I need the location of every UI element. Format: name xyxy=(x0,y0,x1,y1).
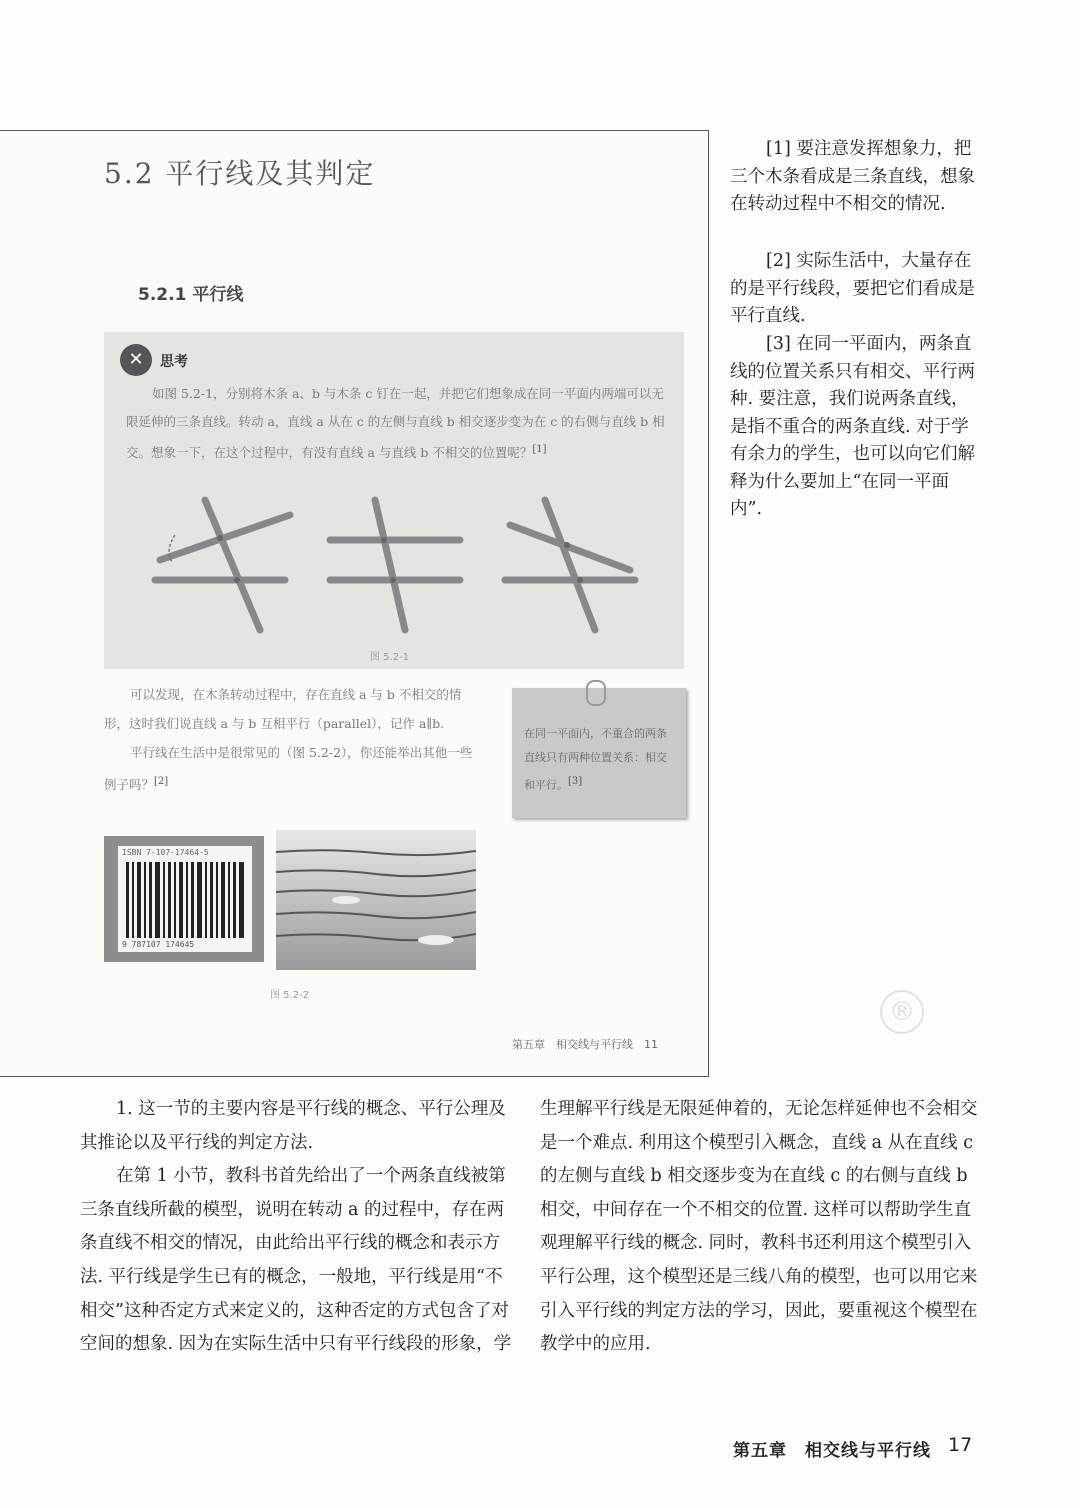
fig1-caption: 图 5.2-1 xyxy=(370,652,410,663)
fig1-nail-1 xyxy=(217,535,223,541)
fig1-stick-c3 xyxy=(545,500,595,630)
textbook-body-p1: 可以发现，在木条转动过程中，存在直线 a 与 b 不相交的情形，这时我们说直线 a 与 b 互相平行（parallel），记作 a∥b. xyxy=(104,687,462,731)
think-label: 思考 xyxy=(160,354,188,370)
textbook-body xyxy=(104,680,484,799)
fig1-stick-c1 xyxy=(205,500,260,630)
textbook-body-p2: 平行线在生活中是很常见的（图 5.2-2），你还能举出其他一些例子吗？ xyxy=(104,745,473,793)
section-title: 5.2 平行线及其判定 xyxy=(104,157,376,190)
commentary-right-p1: 生理解平行线是无限延伸着的，无论怎样延伸也不会相交是一个难点. 利用这个模型引入概念，直线 a 从在直线 c 的左侧与直线 b 相交逐步变为在直线 c 的右侧与直线 b 相交，中间存在一个不相交的位置. 这样可以帮助学生直观理解平行线的概念. 同时，教科书还利用这个模型引入平行公理，这个模型还是三线八角的模型，也可以用它来引入平行线的判定方法的学习，因此，要重视这个模型在教学中的应用. xyxy=(540,1099,978,1355)
fig1-nail-5 xyxy=(564,542,570,548)
registered-watermark-icon: ® xyxy=(880,990,924,1034)
photo-water-waves xyxy=(276,830,476,970)
fig1-nail-4 xyxy=(390,577,396,583)
page-number: 17 xyxy=(948,1434,973,1456)
barcode-number: 9 787107 174645 xyxy=(122,940,195,949)
barcode-bars xyxy=(124,862,248,938)
subsection-title: 5.2.1 平行线 xyxy=(138,285,244,305)
margin-note-1: [1] 要注意发挥想象力，把三个木条看成是三条直线，想象在转动过程中不相交的情况. xyxy=(730,139,975,214)
figure-5-2-1 xyxy=(140,490,660,640)
commentary-left-p1: 1. 这一节的主要内容是平行线的概念、平行公理及其推论以及平行线的判定方法. xyxy=(80,1099,506,1153)
commentary-left xyxy=(80,1093,518,1362)
fig1-stick-c2 xyxy=(375,500,405,630)
textbook-footer: 第五章 相交线与平行线 11 xyxy=(512,1038,658,1051)
note-text: 在同一平面内，不重合的两条直线只有两种位置关系：相交和平行。[3] xyxy=(524,727,667,792)
barcode-isbn: ISBN 7-107-17464-5 xyxy=(122,848,209,857)
body-ref: [2] xyxy=(154,776,169,787)
margin-note-3: [3] 在同一平面内，两条直线的位置关系只有相交、平行两种. 要注意，我们说两条直线，是指不重合的两条直线. 对于学有余力的学生，也可以向它们解释为什么要加上“在同一平面内”. xyxy=(730,334,975,519)
margin-note-2: [2] 实际生活中，大量存在的是平行线段，要把它们看成是平行直线. xyxy=(730,251,975,326)
commentary-left-p2: 在第 1 小节，教科书首先给出了一个两条直线被第三条直线所截的模型，说明在转动 a 的过程中，存在两条直线不相交的情况，由此给出平行线的概念和表示方法. 平行线是学生已有的概念，一般地，平行线是用“不相交”这种否定方式来定义的，这种否定的方式包含了对空间的想象. 因为在实际生活中只有平行线段的形象，学 xyxy=(80,1166,512,1355)
fig1-nail-3 xyxy=(381,537,387,543)
think-icon: ✕ xyxy=(120,344,152,376)
fig1-nail-6 xyxy=(577,577,583,583)
paperclip-icon xyxy=(586,680,606,706)
commentary-right xyxy=(540,1093,978,1362)
think-ref: [1] xyxy=(532,444,547,455)
fig2-caption: 图 5.2-2 xyxy=(270,990,310,1001)
page-footer: 第五章 相交线与平行线 xyxy=(733,1441,931,1461)
note-ref: [3] xyxy=(568,776,583,787)
fig1-nail-2 xyxy=(234,577,240,583)
think-text: 如图 5.2-1，分别将木条 a、b 与木条 c 钉在一起，并把它们想象成在同一平面内两端可以无限延伸的三条直线。转动 a，直线 a 从在 c 的左侧与直线 b 相交逐步变为在 c 的右侧与直线 b 相交。想象一下，在这个过程中，有没有直线 a 与直线 b 不相交的位置呢？[1] xyxy=(126,386,665,461)
